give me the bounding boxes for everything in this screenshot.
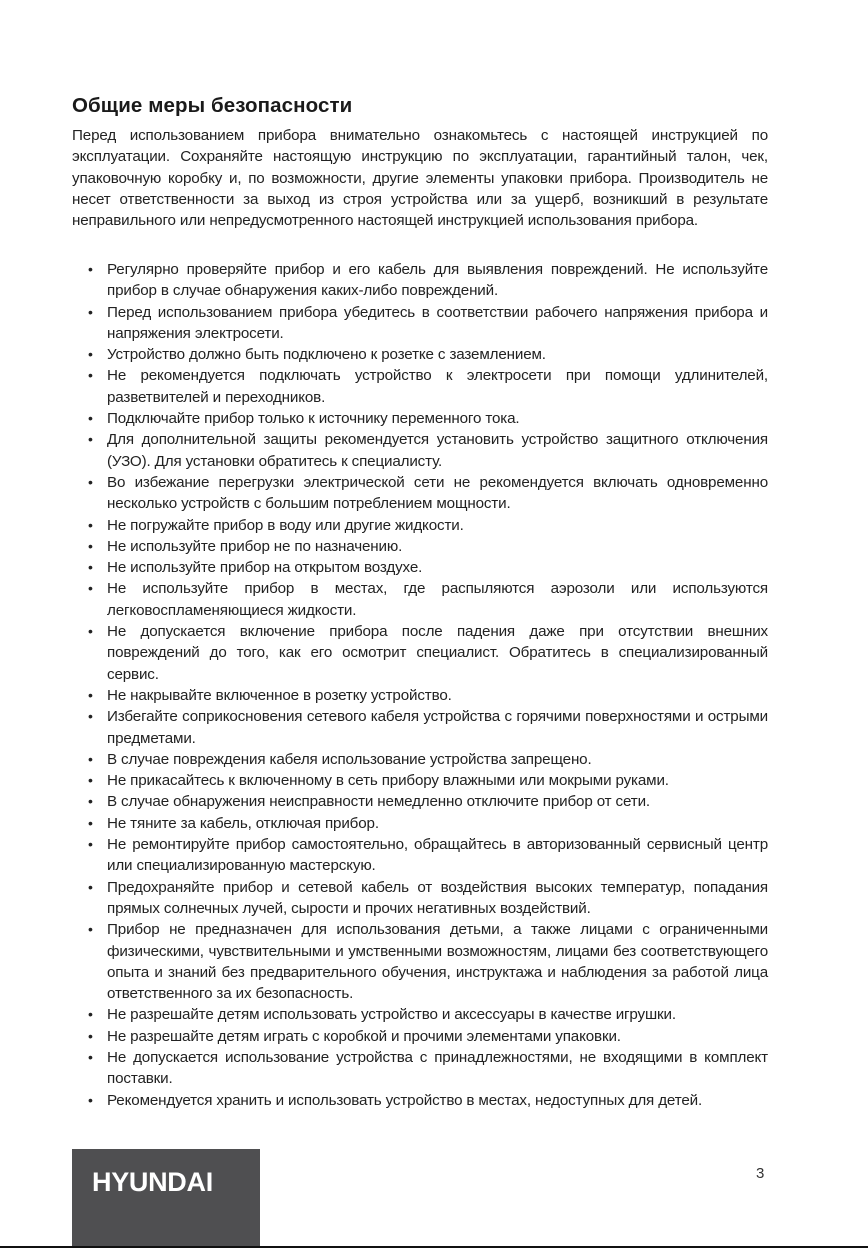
list-item <box>72 919 768 1004</box>
bullet-icon: • <box>88 814 93 831</box>
brand-logo: HYUNDAI <box>92 1167 213 1197</box>
list-item <box>72 749 768 770</box>
safety-list <box>72 259 768 1111</box>
list-item <box>72 877 768 920</box>
list-item-text: Во избежание перегрузки электрической сети не рекомендуется включать одновременно несколько устройств с большим потреблением мощности. <box>107 473 768 513</box>
list-item-text: Не накрывайте включенное в розетку устройство. <box>107 686 452 704</box>
list-item-text: Не используйте прибор в местах, где распыляются аэрозоли или используются легковоспламеняющиеся жидкости. <box>107 580 768 619</box>
bullet-icon: • <box>88 303 93 320</box>
list-item <box>72 344 768 365</box>
list-item <box>72 1090 768 1111</box>
list-item <box>72 770 768 791</box>
bullet-icon: • <box>88 431 93 448</box>
list-item-text: Предохраняйте прибор и сетевой кабель от воздействия высоких температур, попадания прямых солнечных лучей, сырости и прочих негативных воздействий. <box>107 878 768 917</box>
bullet-icon: • <box>88 1006 93 1023</box>
bullet-icon: • <box>88 1091 93 1108</box>
list-item <box>72 791 768 812</box>
list-item-text: Не ремонтируйте прибор самостоятельно, обращайтесь в авторизованный сервисный центр или специализированную мастерскую. <box>107 836 768 875</box>
list-item-text: Не рекомендуется подключать устройство к электросети при помощи удлинителей, разветвителей и переходников. <box>107 367 768 406</box>
bullet-icon: • <box>88 1048 93 1065</box>
bullet-icon: • <box>88 921 93 938</box>
list-item-text: Устройство должно быть подключено к розетке с заземлением. <box>107 346 546 364</box>
list-item <box>72 621 768 685</box>
list-item-text: Подключайте прибор только к источнику переменного тока. <box>107 410 520 428</box>
list-item-text: Не погружайте прибор в воду или другие жидкости. <box>107 516 464 534</box>
list-item-text: Для дополнительной защиты рекомендуется установить устройство защитного отключения (УЗО). Для установки обратитесь к специалисту. <box>107 431 768 470</box>
bullet-icon: • <box>88 367 93 384</box>
bullet-icon: • <box>88 559 93 576</box>
bullet-icon: • <box>88 708 93 725</box>
list-item-text: Не допускается использование устройства с принадлежностями, не входящими в комплект поставки. <box>107 1048 768 1088</box>
intro-paragraph: Перед использованием прибора внимательно ознакомьтесь с настоящей инструкцией по эксплуатации. Сохраняйте настоящую инструкцию по эксплуатации, гарантийный талон, чек, упаковочную коробку и, по возможности, другие элементы упаковки прибора. Производитель не несет ответственности за выход из строя устройства или за ущерб, возникший в результате неправильного или непредусмотренного настоящей инструкцией использования прибора. <box>72 127 768 230</box>
page-number: 3 <box>756 1165 765 1182</box>
list-item <box>72 408 768 429</box>
list-item-text: В случае обнаружения неисправности немедленно отключите прибор от сети. <box>107 793 650 811</box>
list-item-text: Избегайте соприкосновения сетевого кабеля устройства с горячими поверхностями и острыми предметами. <box>107 708 768 747</box>
list-item <box>72 834 768 877</box>
bullet-icon: • <box>88 537 93 554</box>
list-item-text: Не разрешайте детям играть с коробкой и прочими элементами упаковки. <box>107 1027 621 1045</box>
page-title: Общие меры безопасности <box>72 94 353 117</box>
bullet-icon: • <box>88 1027 93 1044</box>
list-item-text: Не используйте прибор на открытом воздухе. <box>107 559 423 577</box>
list-item <box>72 557 768 578</box>
bullet-icon: • <box>88 473 93 490</box>
list-item <box>72 813 768 834</box>
list-item <box>72 706 768 749</box>
list-item-text: Прибор не предназначен для использования детьми, а также лицами с ограниченными физическими, чувствительными и умственными возможностям, лицами без соответствующего опыта и знаний без предварительного обучения, инструктажа и наблюдения за работой лица ответственного за их безопасность. <box>107 921 768 1003</box>
bullet-icon: • <box>88 836 93 853</box>
list-item-text: Регулярно проверяйте прибор и его кабель для выявления повреждений. Не используйте прибор в случае обнаружения каких-либо повреждений. <box>107 261 768 300</box>
list-item <box>72 1004 768 1025</box>
list-item <box>72 259 768 302</box>
list-item-text: В случае повреждения кабеля использование устройства запрещено. <box>107 750 592 768</box>
brand-logo-box <box>72 1149 260 1248</box>
bullet-icon: • <box>88 686 93 703</box>
bullet-icon: • <box>88 772 93 789</box>
list-item <box>72 578 768 621</box>
list-item-text: Не используйте прибор не по назначению. <box>107 537 403 555</box>
list-item-text: Перед использованием прибора убедитесь в соответствии рабочего напряжения прибора и напряжения электросети. <box>107 303 768 342</box>
list-item-text: Рекомендуется хранить и использовать устройство в местах, недоступных для детей. <box>107 1091 703 1109</box>
bullet-icon: • <box>88 516 93 533</box>
bullet-icon: • <box>88 793 93 810</box>
list-item <box>72 536 768 557</box>
list-item-text: Не прикасайтесь к включенному в сеть прибору влажными или мокрыми руками. <box>107 772 669 790</box>
list-item <box>72 685 768 706</box>
bullet-icon: • <box>88 878 93 895</box>
list-item <box>72 1026 768 1047</box>
list-item-text: Не разрешайте детям использовать устройство и аксессуары в качестве игрушки. <box>107 1006 676 1024</box>
list-item <box>72 365 768 408</box>
bullet-icon: • <box>88 346 93 363</box>
list-item-text: Не допускается включение прибора после падения даже при отсутствии внешних повреждений до того, как его осмотрит специалист. Обратитесь в специализированный сервис. <box>107 623 768 683</box>
list-item <box>72 1047 768 1090</box>
list-item <box>72 302 768 345</box>
list-item <box>72 472 768 515</box>
bullet-icon: • <box>88 580 93 597</box>
list-item-text: Не тяните за кабель, отключая прибор. <box>107 814 379 832</box>
bullet-icon: • <box>88 261 93 277</box>
bullet-icon: • <box>88 623 93 640</box>
list-item <box>72 429 768 472</box>
list-item <box>72 515 768 536</box>
bullet-icon: • <box>88 410 93 427</box>
bullet-icon: • <box>88 750 93 767</box>
